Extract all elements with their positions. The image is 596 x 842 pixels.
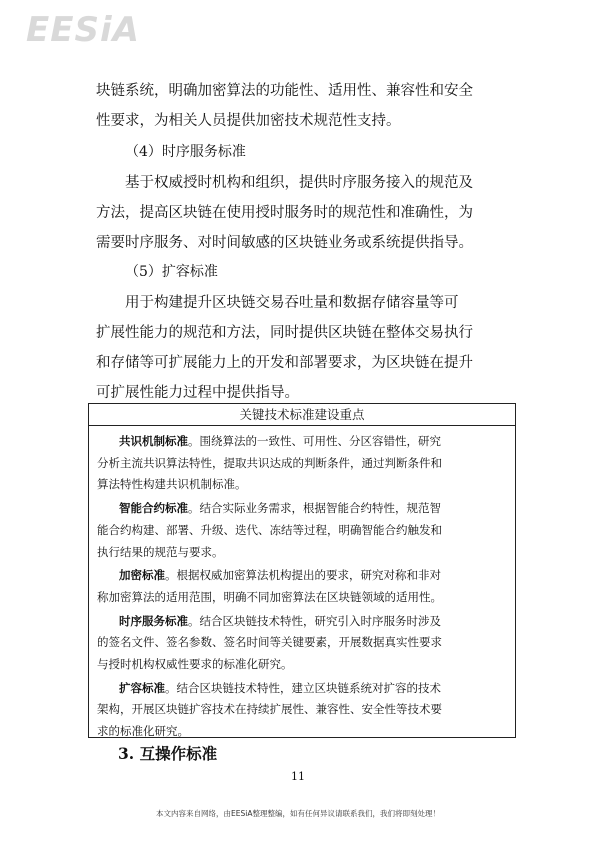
keypoint-line: 分析主流共识算法特性，提取共识达成的判断条件，通过判断条件和 [97, 455, 442, 470]
paragraph-line: 用于构建提升区块链交易吞吐量和数据存储容量等可 [125, 295, 459, 311]
keypoint-text: 。根据权威加密算法机构提出的要求，研究对称和非对 [165, 568, 441, 583]
paragraph-scaling [96, 288, 502, 408]
paragraph-line: 扩展性能力的规范和方法，同时提供区块链在整体交易执行 [96, 325, 473, 341]
section-heading-interoperability: 3. 互操作标准 [118, 744, 218, 763]
box-title: 关键技术标准建设重点 [89, 404, 515, 426]
paragraph-line: 基于权威授时机构和组织，提供时序服务接入的规范及 [125, 175, 473, 191]
keypoint-line: 求的标准化研究。 [97, 724, 189, 739]
keypoint-text: 。结合区块链技术特性，建立区块链系统对扩容的技术 [165, 680, 441, 695]
keypoint-text: 。结合实际业务需求，根据智能合约特性，规范智 [188, 501, 441, 516]
keypoint-term: 智能合约标准 [119, 501, 188, 516]
keypoint-line [97, 565, 507, 587]
keypoint-smart-contract [97, 498, 507, 563]
keypoint-text: 。结合区块链技术特性，研究引入时序服务时涉及 [188, 613, 441, 628]
keypoint-scaling [97, 678, 507, 743]
heading-time-service-standard: （4）时序服务标准 [125, 144, 246, 160]
paragraph-line: 和存储等可扩展能力上的开发和部署要求，为区块链在提升 [96, 355, 473, 371]
keypoint-line [97, 611, 507, 633]
keypoint-term: 共识机制标准 [119, 434, 188, 448]
heading-scaling-standard: （5）扩容标准 [125, 264, 218, 280]
keypoint-line: 的签名文件、签名参数、签名时间等关键要素，开展数据真实性要求 [97, 635, 442, 650]
paragraph-line: 性要求，为相关人员提供加密技术规范性支持。 [96, 113, 401, 129]
paragraph-line: 可扩展性能力过程中提供指导。 [96, 385, 299, 401]
keypoint-line [97, 431, 507, 453]
keypoint-time-service [97, 611, 507, 676]
keypoint-line: 架构，开展区块链扩容技术在持续扩展性、兼容性、安全性等技术要 [97, 702, 442, 717]
keypoint-text: 。围绕算法的一致性、可用性、分区容错性，研究 [188, 434, 441, 448]
keypoint-line: 称加密算法的适用范围，明确不同加密算法在区块链领域的适用性。 [97, 589, 442, 604]
keypoint-term: 扩容标准 [119, 680, 165, 695]
eesia-logo: EESiA [26, 10, 140, 50]
keypoint-line: 算法特性构建共识机制标准。 [97, 477, 247, 492]
keypoint-line [97, 678, 507, 700]
paragraph-line: 需要时序服务、对时间敏感的区块链业务或系统提供指导。 [96, 235, 473, 251]
keypoint-term: 时序服务标准 [119, 613, 188, 628]
paragraph-encryption-tail [96, 76, 502, 136]
paragraph-line: 块链系统，明确加密算法的功能性、适用性、兼容性和安全 [96, 83, 473, 99]
key-standards-box [88, 403, 516, 738]
paragraph-line: 方法，提高区块链在使用授时服务时的规范性和准确性，为 [96, 205, 473, 221]
footer-disclaimer: 本文内容来自网络，由EESiA整理整编，如有任何异议请联系我们，我们将即刻处理！ [156, 809, 440, 818]
paragraph-time-service [96, 168, 502, 258]
keypoint-encryption [97, 565, 507, 608]
keypoint-line: 能合约构建、部署、升级、迭代、冻结等过程，明确智能合约触发和 [97, 522, 442, 537]
keypoint-line: 执行结果的规范与要求。 [97, 544, 224, 559]
keypoint-line [97, 498, 507, 520]
keypoint-consensus [97, 431, 507, 496]
box-body [89, 426, 515, 743]
keypoint-line: 与授时机构权威性要求的标准化研究。 [97, 657, 293, 672]
keypoint-term: 加密标准 [119, 568, 165, 583]
page-number: 11 [291, 770, 305, 783]
